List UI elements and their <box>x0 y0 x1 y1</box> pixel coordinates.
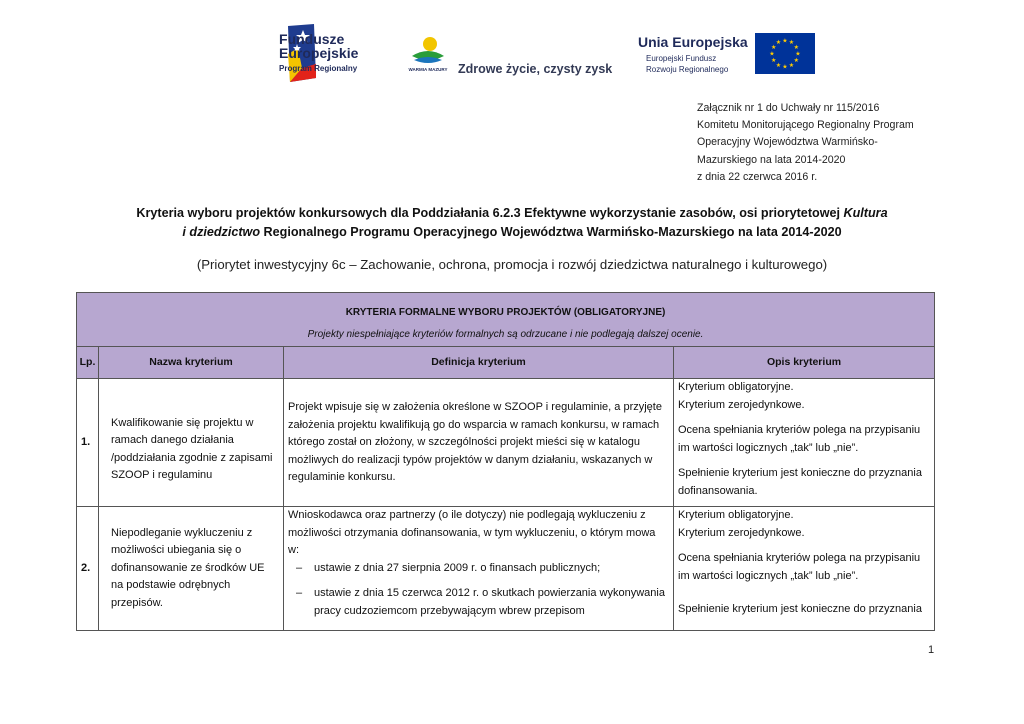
eu-star-icon: ★ <box>782 38 788 45</box>
row-number: 1. <box>77 379 99 507</box>
regional-slogan: Zdrowe życie, czysty zysk <box>458 62 613 76</box>
row-number: 2. <box>77 507 99 631</box>
fe-logo-title: Fundusze Europejskie <box>279 31 359 61</box>
list-item: – ustawie z dnia 15 czerwca 2012 r. o skutkach powierzania wykonywania pracy cudzoziemcom przebywającym wbrew przepisom <box>288 585 667 620</box>
eu-star-icon: ★ <box>793 58 799 64</box>
table-header-band <box>77 293 935 347</box>
criterion-definition: Wnioskodawca oraz partnerzy (o ile dotyczy) nie podlegają wykluczeniu z możliwości otrzymania dofinansowania, w tym wykluczeniu, o którym mowa w: – ustawie z dnia 27 sierpnia 2009 r. o finansach publicznych; – ustawie z dnia 15 czerwca 2012 r. o skutkach powierzania wykonywania pracy cudzoziemcom przebywającym wbrew przepisom <box>284 507 674 631</box>
col-description: Opis kryterium <box>674 347 935 379</box>
eu-flag-icon <box>755 33 815 74</box>
warmia-mazury-logo <box>408 32 448 76</box>
column-headers <box>77 347 935 379</box>
table-row <box>77 507 935 631</box>
eu-star-icon: ★ <box>788 40 795 47</box>
col-lp: Lp. <box>77 347 99 379</box>
eu-star-icon: ★ <box>795 51 801 58</box>
eu-star-icon: ★ <box>775 40 782 47</box>
eu-star-icon: ★ <box>793 45 799 51</box>
criterion-description: Kryterium obligatoryjne. Kryterium zerojedynkowe. Ocena spełniania kryteriów polega na przypisaniu im wartości logicznych „tak” lub „nie”. Spełnienie kryterium jest konieczne do przyznania dofinansowania. <box>674 379 935 507</box>
table-row <box>77 379 935 507</box>
col-name: Nazwa kryterium <box>99 347 284 379</box>
document-subtitle: (Priorytet inwestycyjny 6c – Zachowanie, ochrona, promocja i rozwój dziedzictwa naturalnego i kulturowego) <box>196 257 828 272</box>
eu-star-icon: ★ <box>775 62 782 69</box>
fe-logo-subtitle: Program Regionalny <box>279 64 358 73</box>
criterion-name: Niepodleganie wykluczeniu z możliwości ubiegania się o dofinansowanie ze środków UE na podstawie odrębnych przepisów. <box>99 507 284 631</box>
eu-star-icon: ★ <box>771 45 777 51</box>
wm-logo-text: WARMIA MAZURY <box>408 67 448 72</box>
page-number: 1 <box>928 644 935 656</box>
band-note: Projekty niespełniające kryteriów formalnych są odrzucane i nie podlegają dalszej ocenie. <box>307 329 704 340</box>
criterion-name: Kwalifikowanie się projektu w ramach danego działania /poddziałania zgodnie z zapisami SZOOP i regulaminu <box>99 379 284 507</box>
list-item: – ustawie z dnia 27 sierpnia 2009 r. o finansach publicznych; <box>288 560 667 578</box>
eu-star-icon: ★ <box>782 64 788 71</box>
ue-logo-subtitle: Europejski Fundusz Rozwoju Regionalnego <box>646 54 729 74</box>
criterion-description: Kryterium obligatoryjne. Kryterium zerojedynkowe. Ocena spełniania kryteriów polega na przypisaniu im wartości logicznych „tak” lub „nie”. Spełnienie kryterium jest konieczne do przyznania <box>674 507 935 631</box>
ue-logo-title: Unia Europejska <box>638 34 748 50</box>
criteria-table <box>76 292 935 631</box>
eu-star-icon: ★ <box>788 62 795 69</box>
document-title: Kryteria wyboru projektów konkursowych dla Poddziałania 6.2.3 Efektywne wykorzystanie zasobów, osi priorytetowej Kultura i dziedzictwo Regionalnego Programu Operacyjnego Województwa Warmińsko-Mazurskiego na lata 2014-2020 <box>136 206 888 239</box>
col-definition: Definicja kryterium <box>284 347 674 379</box>
eu-star-icon: ★ <box>771 58 777 64</box>
eu-star-icon: ★ <box>769 51 775 58</box>
band-title: KRYTERIA FORMALNE WYBORU PROJEKTÓW (OBLIGATORYJNE) <box>345 306 666 318</box>
annex-note: Załącznik nr 1 do Uchwały nr 115/2016 Komitetu Monitorującego Regionalny Program Operacyjny Województwa Warmińsko- Mazurskiego na lata 2014-2020 z dnia 22 czerwca 2016 r. <box>697 102 914 183</box>
criterion-definition: Projekt wpisuje się w założenia określone w SZOOP i regulaminie, a przyjęte założenia projektu kwalifikują go do wsparcia w ramach konkursu, w ramach którego został on złożony, w szczególności projekt mieści się w katalogu możliwych do realizacji typów projektów w danym działaniu, wskazanych w regulaminie konkursu. <box>284 379 674 507</box>
